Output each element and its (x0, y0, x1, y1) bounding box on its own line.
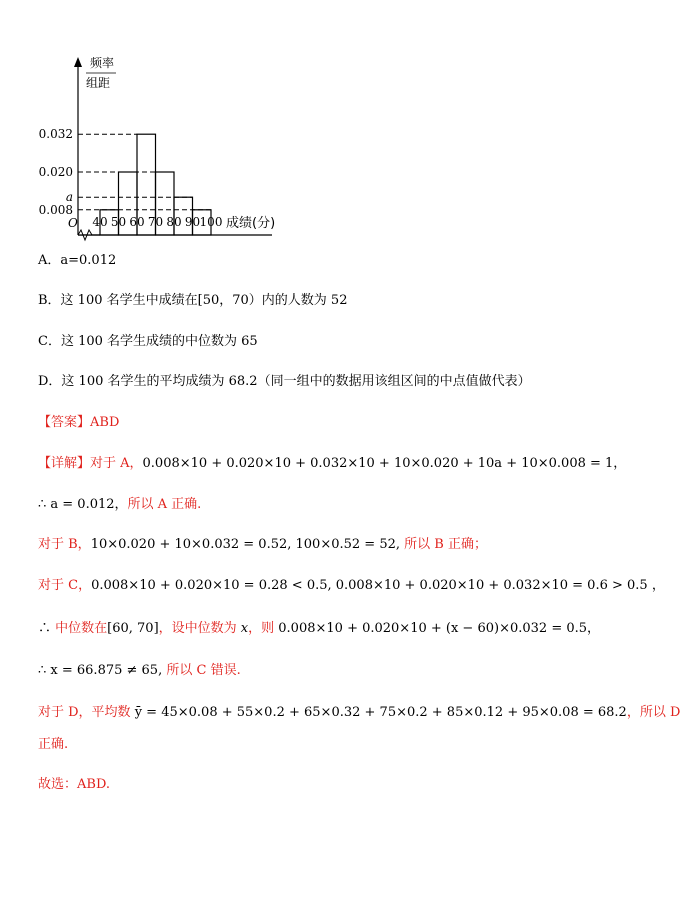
explanation-math-4: 0.008×10 + 0.020×10 = 0.28 < 0.5, 0.008×10 + 0.020×10 + 0.032×10 = 0.6 > 0.5 ， (91, 578, 665, 593)
explanation-line-4 (38, 577, 665, 595)
answer-line (38, 414, 119, 432)
explanation-text-5c: ，则 (248, 621, 279, 636)
explanation-text-5a: 中位数在 (55, 621, 108, 636)
explanation-math-2: ∴ a = 0.012， (38, 497, 128, 512)
explanation-math-7: ȳ = 45×0.08 + 55×0.2 + 65×0.32 + 75×0.2 + 85×0.12 + 95×0.08 = 68.2 (134, 705, 627, 720)
explanation-text-5b: ，设中位数为 (158, 621, 241, 636)
x-tick-label: 80 (166, 215, 182, 229)
option-a (38, 252, 116, 270)
explanation-line-3 (38, 536, 487, 554)
y-tick-label: 0.032 (38, 127, 73, 142)
y-tick-labels (39, 127, 73, 217)
option-c (38, 333, 258, 351)
explanation-prefix-7: 对于 D，平均数 (38, 705, 135, 720)
histogram-figure (30, 45, 290, 245)
final-choice-line (38, 776, 110, 794)
x-tick-label: 90 (184, 215, 201, 229)
reference-lines (78, 134, 211, 210)
option-d-text: D．这 100 名学生的平均成绩为 68.2（同一组中的数据用该组区间的中点值做代表） (38, 374, 531, 389)
final-choice-text: 故选：ABD. (38, 777, 111, 792)
explanation-line-5 (38, 620, 600, 638)
x-tick-label: 70 (147, 215, 164, 229)
histogram-chart (30, 45, 290, 245)
y-label-top: 频率 (90, 56, 115, 70)
option-a-text: A．a=0.012 (38, 253, 117, 268)
x-tick-labels (92, 215, 222, 229)
y-tick-label: 0.020 (38, 165, 73, 179)
option-d (38, 373, 531, 391)
y-label-bottom: 组距 (86, 76, 111, 90)
variable-x: x (240, 621, 249, 636)
explanation-text-8: 正确. (38, 737, 69, 752)
x-tick-label: 60 (129, 215, 145, 229)
option-b-text: B．这 100 名学生中成绩在[50，70）内的人数为 52 (38, 293, 348, 308)
explanation-suffix-7: ，所以 D (626, 705, 680, 720)
explanation-line-2 (38, 496, 201, 514)
explanation-math-1: 0.008×10 + 0.020×10 + 0.032×10 + 10×0.020 + 10a + 10×0.008 = 1， (142, 456, 627, 471)
interval: [60, 70] (107, 621, 159, 636)
explanation-text-3: 所以 B 正确； (400, 537, 487, 552)
option-c-text: C．这 100 名学生成绩的中位数为 65 (38, 334, 258, 349)
explanation-prefix-3: 对于 B， (38, 537, 91, 552)
therefore-symbol: ∴ (38, 621, 56, 636)
x-axis-label: 成绩(分) (226, 216, 276, 231)
x-tick-label: 40 (92, 215, 108, 229)
answer-text: 【答案】ABD (38, 415, 120, 430)
explanation-prefix: 【详解】对于 A， (38, 456, 143, 471)
y-tick-label: a (65, 190, 73, 205)
option-b (38, 292, 347, 310)
explanation-prefix-4: 对于 C， (38, 578, 92, 593)
y-axis-arrow (74, 57, 82, 67)
explanation-line-1 (38, 455, 626, 473)
explanation-line-7 (38, 704, 680, 722)
explanation-text-2: 所以 A 正确. (127, 497, 202, 512)
explanation-math-6: ∴ x = 66.875 ≠ 65, (38, 663, 163, 678)
explanation-line-6 (38, 662, 241, 680)
origin-label: O (68, 216, 78, 230)
x-tick-label: 100 (199, 215, 223, 229)
explanation-line-8 (38, 736, 68, 754)
y-tick-label: 0.008 (38, 202, 73, 217)
explanation-math-5: 0.008×10 + 0.020×10 + (x − 60)×0.032 = 0.5， (278, 621, 601, 636)
explanation-math-3: 10×0.020 + 10×0.032 = 0.52, 100×0.52 = 52, (90, 537, 400, 552)
explanation-text-6: 所以 C 错误. (162, 663, 241, 678)
x-tick-label: 50 (110, 215, 127, 229)
